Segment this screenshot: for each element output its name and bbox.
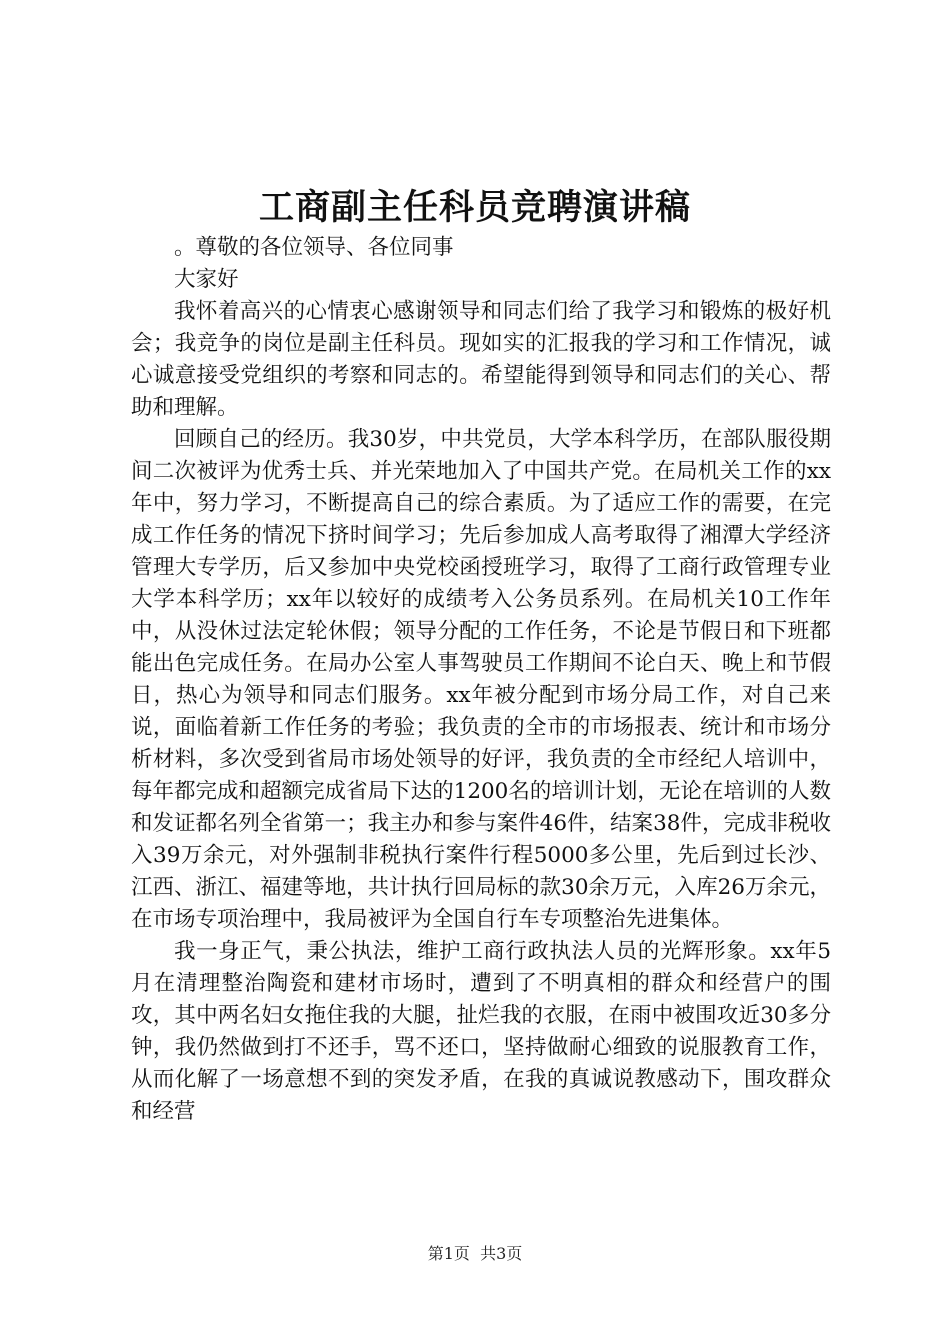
page-number: 第1页 <box>427 1244 470 1263</box>
salutation-line: 。尊敬的各位领导、各位同事 <box>174 235 454 260</box>
body-paragraph: 我怀着高兴的心情衷心感谢领导和同志们给了我学习和锻炼的极好机会；我竞争的岗位是副主任科员。现如实的汇报我的学习和工作情况，诚心诚意接受党组织的考察和同志的。希望能得到领导和同志们的关心、帮助和理解。 <box>131 299 831 420</box>
page-total: 共3页 <box>480 1244 523 1263</box>
footer-separator <box>470 1244 480 1263</box>
document-body <box>131 232 831 1128</box>
page-footer <box>0 1244 950 1264</box>
body-paragraph: 回顾自己的经历。我30岁，中共党员，大学本科学历，在部队服役期间二次被评为优秀士兵、并光荣地加入了中国共产党。在局机关工作的xx年中，努力学习，不断提高自己的综合素质。为了适应工作的需要，在完成工作任务的情况下挤时间学习；先后参加成人高考取得了湘潭大学经济管理大专学历，后又参加中央党校函授班学习，取得了工商行政管理专业大学本科学历；xx年以较好的成绩考入公务员系列。在局机关10工作年中，从没休过法定轮休假；领导分配的工作任务，不论是节假日和下班都能出色完成任务。在局办公室人事驾驶员工作期间不论白天、晚上和节假日，热心为领导和同志们服务。xx年被分配到市场分局工作，对自己来说，面临着新工作任务的考验；我负责的全市的市场报表、统计和市场分析材料，多次受到省局市场处领导的好评，我负责的全市经纪人培训中，每年都完成和超额完成省局下达的1200名的培训计划，无论在培训的人数和发证都名列全省第一；我主办和参与案件46件，结案38件，完成非税收入39万余元，对外强制非税执行案件行程5000多公里，先后到过长沙、江西、浙江、福建等地，共计执行回局标的款30余万元，入库26万余元，在市场专项治理中，我局被评为全国自行车专项整治先进集体。 <box>131 427 831 932</box>
document-title: 工商副主任科员竞聘演讲稿 <box>258 187 691 228</box>
body-paragraph: 我一身正气，秉公执法，维护工商行政执法人员的光辉形象。xx年5月在清理整治陶瓷和建材市场时，遭到了不明真相的群众和经营户的围攻，其中两名妇女拖住我的大腿，扯烂我的衣服，在雨中被围攻近30多分钟，我仍然做到打不还手，骂不还口，坚持做耐心细致的说服教育工作，从而化解了一场意想不到的突发矛盾，在我的真诚说教感动下，围攻群众和经营 <box>131 939 831 1124</box>
greeting-line: 大家好 <box>174 267 239 292</box>
